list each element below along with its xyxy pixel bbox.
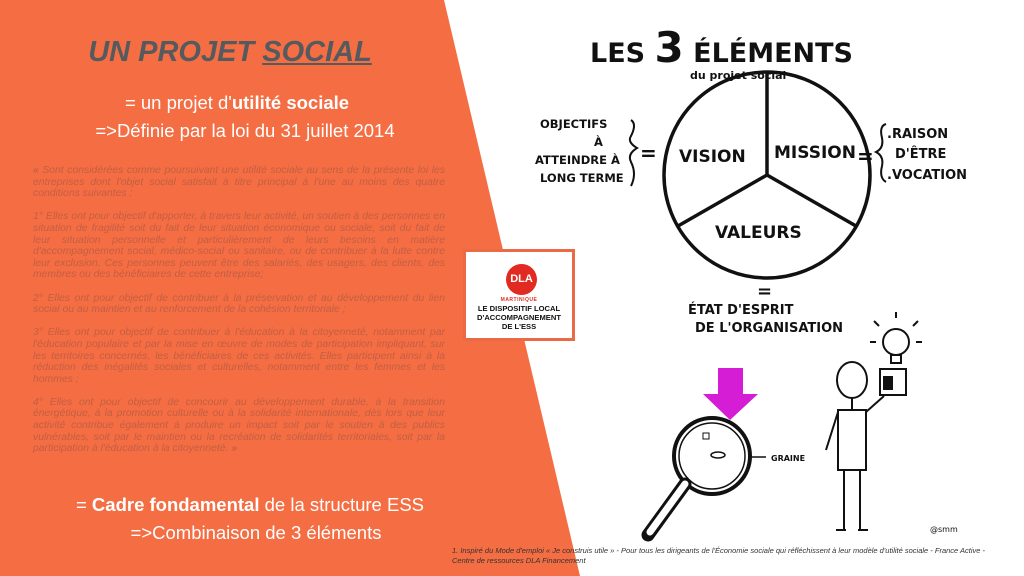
page-title: UN PROJET SOCIAL <box>88 36 372 68</box>
lightbulb-icon <box>870 312 922 363</box>
quote-condition-1: 1° Elles ont pour objectif d'apporter, à travers leur activité, un soutien à des personnes en situation de fragilité soit du fait de leur situation économique ou sociale, soit du fait de leur situation personnelle et particulièrement de leurs besoins en matière d'accompagnement social, médico-social ou sanitaire, ou de contribuer à la lutte contre leur exclusion. Ces personnes peuvent être des salariés, des usagers, des clients, des membres ou des bénéficiaires de cette entreprise; <box>33 211 445 281</box>
magenta-down-arrow <box>703 368 758 420</box>
svg-text:LONG TERME: LONG TERME <box>540 171 624 185</box>
pie-divider-right <box>767 175 856 226</box>
subtitle-loi: =>Définie par la loi du 31 juillet 2014 <box>95 120 395 141</box>
quote-intro: « Sont considérées comme poursuivant une utilité sociale au sens de la présente loi les entreprises dont l'objet social satisfait à titre principal à l'une au moins des quatre conditions suivantes : <box>33 165 445 200</box>
svg-text:=: = <box>640 141 657 165</box>
svg-text:.VOCATION: .VOCATION <box>887 168 968 183</box>
drawing-title: LES 3 ÉLÉMENTS <box>590 23 853 72</box>
graine-label: GRAINE <box>771 454 806 463</box>
magnifier-icon <box>648 418 766 535</box>
subtitle-utilite: = un projet d'utilité sociale <box>124 92 350 113</box>
objectifs-block <box>535 117 657 186</box>
etat-esprit-block <box>688 281 843 336</box>
dla-logo-circle: DLA <box>506 264 537 295</box>
artist-signature: @smm <box>930 525 958 534</box>
valeurs-label: VALEURS <box>715 223 802 243</box>
vision-label: VISION <box>679 147 746 167</box>
svg-text:=: = <box>757 281 773 302</box>
footer-cadre: = Cadre fondamental de la structure ESS <box>75 494 425 515</box>
svg-text:DE L'ORGANISATION: DE L'ORGANISATION <box>695 321 844 336</box>
mission-label: MISSION <box>774 143 856 163</box>
svg-text:ÉTAT D'ESPRIT: ÉTAT D'ESPRIT <box>688 303 794 318</box>
svg-text:D'ÊTRE: D'ÊTRE <box>895 147 947 162</box>
svg-text:ATTEINDRE À: ATTEINDRE À <box>535 153 620 167</box>
quote-condition-2: 2° Elles ont pour objectif de contribuer à la préservation et au développement du lien social ou au maintien et au renforcement de la cohésion territoriale ; <box>33 292 445 316</box>
quote-condition-4: 4° Elles ont pour objectif de concourir au développement durable, à la transition énergétique, à la promotion culturelle ou à la solidarité internationale, dès lors que leur activité contribue également à produire un impact soit par le soutien à des publics vulnérables, soit par le maintien ou la recréation de solidarités territoriales, soit par la participation à l'éducation à la citoyenneté. » <box>33 396 445 455</box>
drawing-subtitle: du projet social <box>690 69 787 82</box>
raison-block <box>857 124 967 183</box>
svg-text:OBJECTIFS: OBJECTIFS <box>540 117 608 131</box>
source-caption: 1. Inspiré du Mode d'emploi « Je construis utile » - Pour tous les dirigeants de l'Économie sociale qui réfléchissent à leur modèle d'utilité sociale - France Active - Centre de ressources DLA Financement <box>452 546 986 565</box>
quote-condition-3: 3° Elles ont pour objectif de contribuer à l'éducation à la citoyenneté, notamment par l'éducation populaire et par la mise en œuvre de modes de participation impliquant, sur les territoires concernés, les bénéficiaires de ces activités. Elles participent ainsi à la réduction des inégalités sociales et culturelles, notamment entre les femmes et les hommes ; <box>33 327 445 385</box>
dla-logo-region: MARTINIQUE <box>500 297 538 303</box>
svg-text:=: = <box>857 144 874 168</box>
dla-logo-text: LE DISPOSITIF LOCAL D'ACCOMPAGNEMENT DE L'ESS <box>477 304 561 331</box>
svg-text:.RAISON: .RAISON <box>887 127 949 142</box>
footer-combinaison: =>Combinaison de 3 éléments <box>130 522 382 543</box>
svg-text:À: À <box>594 135 603 149</box>
person-figure <box>826 362 884 530</box>
book-icon <box>880 369 906 395</box>
pie-divider-left <box>678 175 767 226</box>
